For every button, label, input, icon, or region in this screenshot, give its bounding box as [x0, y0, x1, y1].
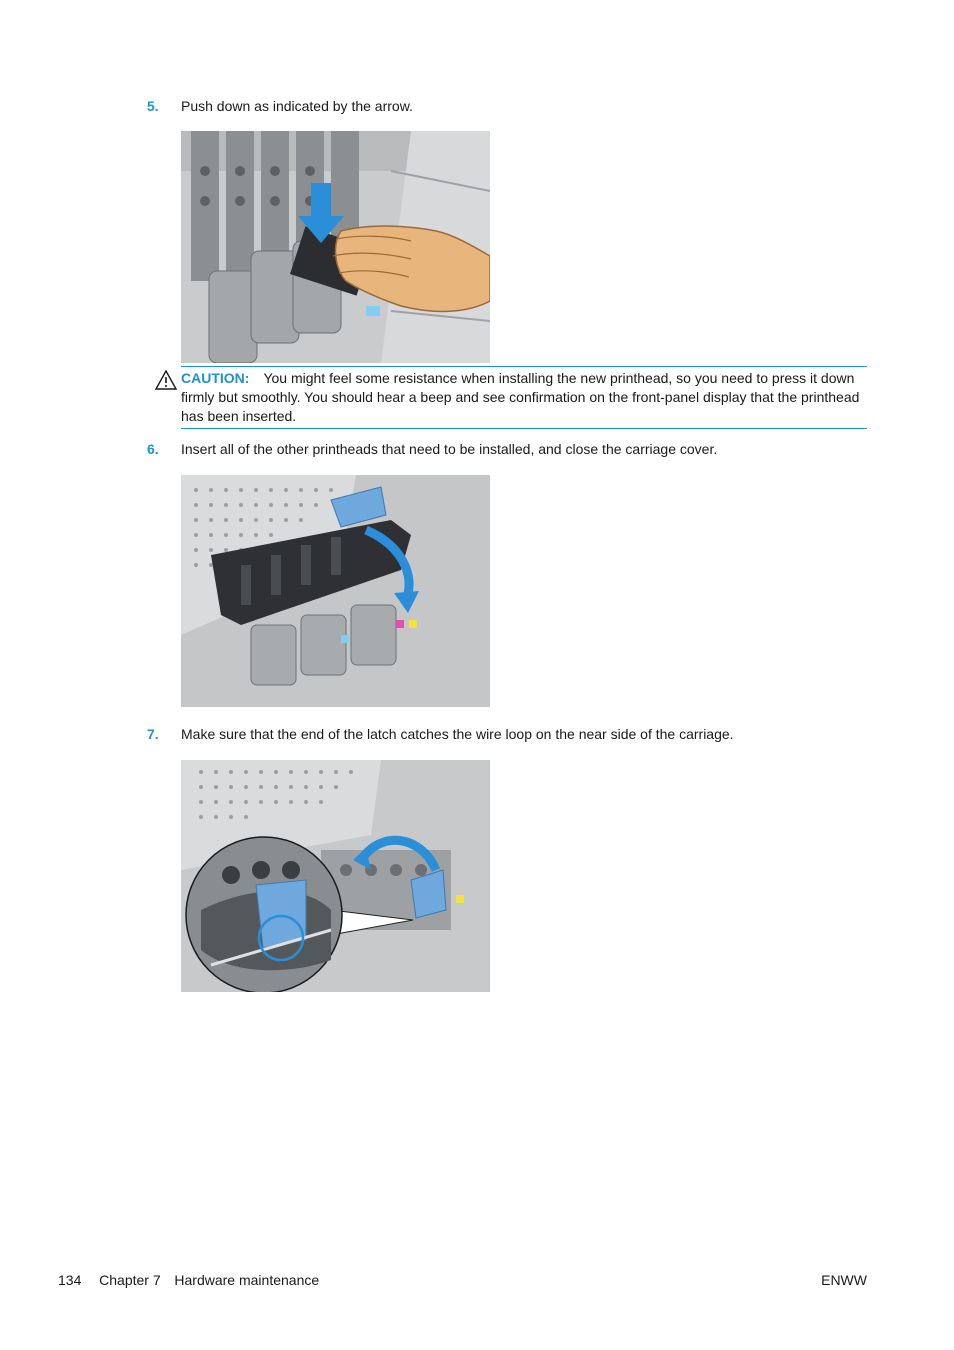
figure-close-carriage-cover [181, 475, 490, 707]
chapter-label: Chapter 7 [99, 1272, 161, 1288]
figure-push-down-printhead [181, 131, 490, 363]
caution-note [181, 366, 867, 429]
step-number: 5. [147, 98, 159, 114]
page-number: 134 [58, 1272, 82, 1288]
caution-label: CAUTION: [181, 370, 250, 386]
step-text: Make sure that the end of the latch catches the wire loop on the near side of the carriage. [181, 726, 734, 742]
step-text: Insert all of the other printheads that need to be installed, and close the carriage cover. [181, 441, 718, 457]
figure-latch-wire-loop [181, 760, 490, 992]
section-title: Hardware maintenance [174, 1272, 320, 1288]
locale-code: ENWW [821, 1272, 867, 1288]
caution-text: You might feel some resistance when installing the new printhead, so you need to press it down firmly but smoothly. You should hear a beep and see confirmation on the front-panel display that the printhead has been inserted. [181, 370, 860, 424]
step-text: Push down as indicated by the arrow. [181, 98, 413, 114]
warning-triangle-icon [155, 370, 177, 390]
step-number: 7. [147, 726, 159, 742]
step-number: 6. [147, 441, 159, 457]
footer-left [58, 1272, 319, 1288]
footer-right [821, 1272, 867, 1288]
